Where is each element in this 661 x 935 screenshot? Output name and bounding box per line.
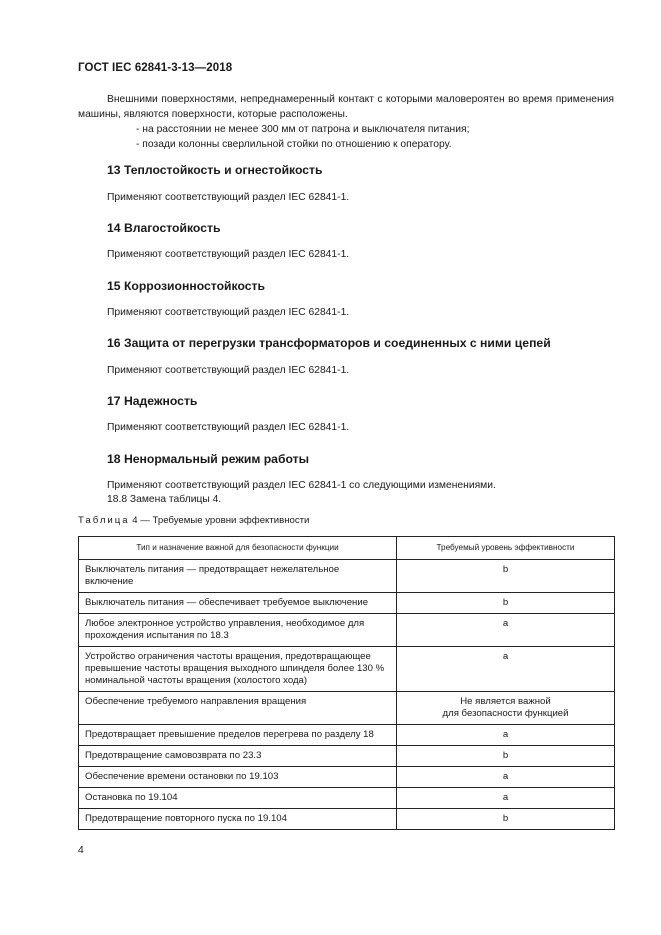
level-cell: Не является важной для безопасности функцией — [397, 692, 615, 725]
standard-designation: ГОСТ IEC 62841-3-13—2018 — [78, 62, 233, 74]
section-body-14: Применяют соответствующий раздел IEC 62841-1. — [107, 249, 350, 260]
section-title-16: 16 Защита от перегрузки трансформаторов и соединенных с ними цепей — [107, 336, 551, 350]
table-header-row — [79, 537, 615, 560]
function-cell: Любое электронное устройство управления, необходимое для прохождения испытания по 18.3 — [79, 614, 397, 647]
function-cell: Выключатель питания — обеспечивает требуемое выключение — [79, 593, 397, 614]
level-cell: b — [397, 746, 615, 767]
table-row — [79, 593, 615, 614]
table-row — [79, 647, 615, 692]
table-row — [79, 767, 615, 788]
page-number: 4 — [78, 845, 84, 856]
section-body-15: Применяют соответствующий раздел IEC 62841-1. — [107, 307, 350, 318]
section-body-18: Применяют соответствующий раздел IEC 62841-1 со следующими изменениями. — [107, 480, 496, 491]
table-row — [79, 788, 615, 809]
intro-block — [78, 92, 614, 152]
header-function: Тип и назначение важной для безопасности функции — [79, 537, 397, 560]
table-row — [79, 725, 615, 746]
table-row — [79, 746, 615, 767]
performance-level-table — [78, 536, 615, 830]
section-title-17: 17 Надежность — [107, 394, 198, 408]
function-cell: Обеспечение времени остановки по 19.103 — [79, 767, 397, 788]
intro-paragraph: Внешними поверхностями, непреднамеренный контакт с которыми маловероятен во время применения машины, являются поверхности, которые расположены. — [78, 94, 614, 120]
function-cell: Предотвращает превышение пределов перегрева по разделу 18 — [79, 725, 397, 746]
table-caption — [78, 515, 309, 526]
function-cell: Предотвращение повторного пуска по 19.104 — [79, 809, 397, 830]
table-row — [79, 614, 615, 647]
section-title-15: 15 Коррозионностойкость — [107, 279, 265, 293]
section-body-13: Применяют соответствующий раздел IEC 62841-1. — [107, 192, 350, 203]
section-title-14: 14 Влагостойкость — [107, 221, 221, 235]
level-cell: a — [397, 614, 615, 647]
level-cell: a — [397, 647, 615, 692]
function-cell: Остановка по 19.104 — [79, 788, 397, 809]
table-caption-text: 4 — Требуемые уровни эффективности — [129, 515, 310, 526]
table-row — [79, 809, 615, 830]
level-cell: a — [397, 767, 615, 788]
level-cell: b — [397, 809, 615, 830]
level-cell: b — [397, 560, 615, 593]
section-body-18-amendment: 18.8 Замена таблицы 4. — [107, 494, 222, 505]
table-row — [79, 692, 615, 725]
table-row — [79, 560, 615, 593]
intro-list-item: - на расстоянии не менее 300 мм от патрона и выключателя питания; — [136, 124, 470, 135]
section-body-16: Применяют соответствующий раздел IEC 62841-1. — [107, 365, 350, 376]
function-cell: Выключатель питания — предотвращает нежелательное включение — [79, 560, 397, 593]
section-body-17: Применяют соответствующий раздел IEC 62841-1. — [107, 422, 350, 433]
section-title-13: 13 Теплостойкость и огнестойкость — [107, 163, 323, 177]
table-caption-prefix: Таблица — [78, 515, 130, 526]
section-title-18: 18 Ненормальный режим работы — [107, 452, 309, 466]
level-cell: a — [397, 725, 615, 746]
intro-list-item: - позади колонны сверлильной стойки по отношению к оператору. — [136, 139, 452, 150]
function-cell: Предотвращение самовозврата по 23.3 — [79, 746, 397, 767]
function-cell: Обеспечение требуемого направления вращения — [79, 692, 397, 725]
level-cell: a — [397, 788, 615, 809]
header-level: Требуемый уровень эффективности — [397, 537, 615, 560]
level-cell: b — [397, 593, 615, 614]
function-cell: Устройство ограничения частоты вращения, предотвращающее превышение частоты вращения выходного шпинделя более 130 % номинальной частоты вращения (холостого хода) — [79, 647, 397, 692]
